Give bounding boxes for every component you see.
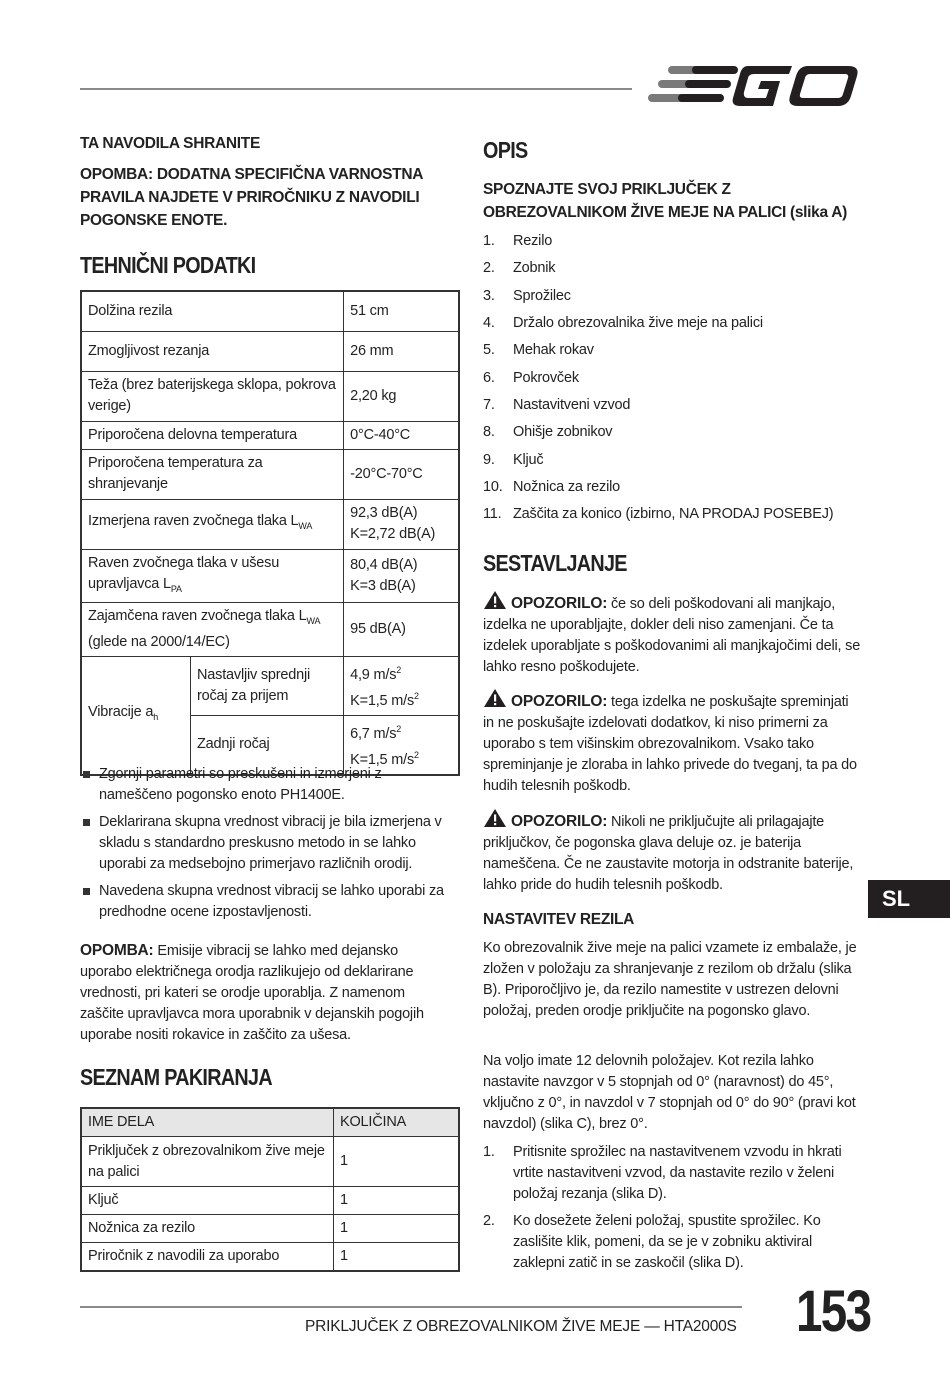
description-heading: OPIS	[483, 137, 528, 163]
tech-data-table	[80, 290, 460, 776]
footer-title: PRIKLJUČEK Z OBREZOVALNIKOM ŽIVE MEJE — HTA2000S	[305, 1318, 737, 1335]
warning-icon	[483, 590, 507, 610]
assembly-heading: SESTAVLJANJE	[483, 550, 627, 576]
warning-1: OPOZORILO: če so deli poškodovani ali manjkajo, izdelka ne uporabljajte, dokler deli niso zamenjani. Če ta izdelek uporabljate s poškodovanimi ali manjkajočimi deli, se lahko resno poškodujete.	[483, 590, 861, 678]
tech-value: 26 mm	[344, 331, 459, 371]
tech-label: Raven zvočnega tlaka v ušesu upravljavca $L_{PA}$	[81, 549, 344, 603]
list-item: Navedena skupna vrednost vibracij se lahko uporabi za predhodne ocene izpostavljenosti.	[80, 881, 455, 923]
list-item: 11. Zaščita za konico (izbirno, NA PRODAJ POSEBEJ)	[483, 506, 834, 523]
part-name: Priročnik z navodili za uporabo	[81, 1243, 333, 1272]
list-item: 3. Sprožilec	[483, 287, 571, 304]
list-item: 2. Zobnik	[483, 260, 556, 277]
warning-3: OPOZORILO: Nikoli ne priključujte ali prilagajajte priključkov, če pogonska glava deluje oz. je baterija nameščena. Če ne zaustavite motorja in odstranite baterije, lahko pride do hudih telesnih poškodb.	[483, 808, 861, 896]
note-top: OPOMBA: DODATNA SPECIFIČNA VARNOSTNA PRAVILA NAJDETE V PRIROČNIKU Z NAVODILI POGONSKE ENOTE.	[80, 166, 423, 229]
blade-paragraph-2: Na voljo imate 12 delovnih položajev. Kot rezila lahko nastavite navzgor v 5 stopnjah od 0° (naravnost) do 45°, vključno z 0°, in navzdol v 7 stopnjah od 0° do 90° (pravi kot navzdol) (slika C), brez 0°.	[483, 1053, 856, 1132]
tech-label: Priporočena delovna temperatura	[81, 421, 344, 449]
tech-value: 80,4 dB(A) K=3 dB(A)	[344, 549, 459, 603]
tech-value: 4,9 $m/s^2$ K=1,5 $m/s^2$	[344, 657, 459, 716]
list-item: 9. Ključ	[483, 451, 544, 468]
tech-value: 0°C-40°C	[344, 421, 459, 449]
part-qty: 1	[333, 1243, 459, 1272]
list-item: 10. Nožnica za rezilo	[483, 478, 621, 495]
tech-label: Zmogljivost rezanja	[81, 331, 344, 371]
header-rule	[80, 88, 632, 90]
keep-instructions-heading: TA NAVODILA SHRANITE	[80, 135, 260, 152]
vibration-label: Vibracije $a_h$	[81, 657, 191, 775]
warning-icon	[483, 808, 507, 828]
vibration-note: OPOMBA: Emisije vibracij se lahko med dejansko uporabo električnega orodja razlikujejo od deklarirane vrednosti, pri kateri se orodje uporablja. Z namenom zaščite upravljavca mora uporabnik v dejanskih pogojih uporabe nositi rokavice in zaščito za ušesa.	[80, 942, 424, 1043]
table-row	[81, 1215, 459, 1243]
packing-list-heading: SEZNAM PAKIRANJA	[80, 1064, 272, 1090]
part-qty: 1	[333, 1215, 459, 1243]
table-row	[81, 1137, 459, 1187]
list-item: 6. Pokrovček	[483, 369, 579, 386]
tech-label: Teža (brez baterijskega sklopa, pokrova verige)	[81, 371, 344, 421]
tech-label: Izmerjena raven zvočnega tlaka $L_{WA}$	[81, 499, 344, 549]
list-item: 2. Ko dosežete želeni položaj, spustite sprožilec. Ko zaslišite klik, pomeni, da se je v zobniku aktiviral zaklepni zatič in se zaskočil (slika D).	[483, 1213, 821, 1271]
part-qty: 1	[333, 1137, 459, 1187]
page-number: 153	[796, 1279, 871, 1344]
tech-label: Nastavljiv sprednji ročaj za prijem	[191, 657, 344, 716]
tech-label: Dolžina rezila	[81, 291, 344, 331]
column-header: KOLIČINA	[333, 1108, 459, 1137]
footer-rule	[80, 1306, 742, 1308]
ego-logo	[648, 60, 862, 117]
table-row	[81, 1187, 459, 1215]
tech-value: 95 dB(A)	[344, 603, 459, 657]
language-tab: SL	[868, 880, 950, 918]
tech-value: 2,20 kg	[344, 371, 459, 421]
blade-paragraph-1: Ko obrezovalnik žive meje na palici vzamete iz embalaže, je zložen v položaju za shranjevanje z rezilom ob držalu (slika B). Priporočljivo je, da rezilo namestite v ustrezen delovni položaj, preden orodje priključite na pogonsko glavo.	[483, 940, 857, 1019]
tech-label: Priporočena temperatura za shranjevanje	[81, 449, 344, 499]
tech-value: 6,7 $m/s^2$ K=1,5 $m/s^2$	[344, 715, 459, 774]
table-row	[81, 1243, 459, 1272]
tech-label: Zadnji ročaj	[191, 715, 344, 774]
tech-data-heading: TEHNIČNI PODATKI	[80, 252, 256, 278]
part-name: Nožnica za rezilo	[81, 1215, 333, 1243]
list-item: 8. Ohišje zobnikov	[483, 424, 613, 441]
parts-list	[483, 228, 873, 528]
list-item: 1. Pritisnite sprožilec na nastavitvenem vzvodu in hkrati vrtite nastavitveni vzvod, da nastavite rezilo v želeni položaj rezanja (slika D).	[483, 1144, 842, 1202]
part-name: Priključek z obrezovalnikom žive meje na palici	[81, 1137, 333, 1187]
tech-value: 92,3 dB(A) K=2,72 dB(A)	[344, 499, 459, 549]
warning-icon	[483, 688, 507, 708]
steps-list	[483, 1142, 858, 1274]
tech-value: -20°C-70°C	[344, 449, 459, 499]
know-your-tool-heading: SPOZNAJTE SVOJ PRIKLJUČEK Z OBREZOVALNIKOM ŽIVE MEJE NA PALICI (slika A)	[483, 181, 847, 221]
warning-2: OPOZORILO: tega izdelka ne poskušajte spreminjati in ne poskušajte izdelovati dodatkov, ki niso primerni za uporabo s tem višinskim obrezovalnikom. Vsako tako spreminjanje je zloraba in lahko privede do tveganj, ta pa do hudih telesnih poškodb.	[483, 688, 861, 797]
list-item: Zgornji parametri so preskušeni in izmerjeni z nameščeno pogonsko enoto PH1400E.	[80, 764, 455, 806]
tech-label: Zajamčena raven zvočnega tlaka $L_{WA}$ (glede na 2000/14/EC)	[81, 603, 344, 657]
tech-value: 51 cm	[344, 291, 459, 331]
list-item: Deklarirana skupna vrednost vibracij je bila izmerjena v skladu s standardno preskusno metodo in se lahko uporabi za medsebojno primerjavo različnih orodij.	[80, 812, 455, 875]
column-header: IME DELA	[81, 1108, 333, 1137]
packing-table	[80, 1107, 460, 1272]
list-item: 5. Mehak rokav	[483, 342, 594, 359]
blade-adjust-heading: NASTAVITEV REZILA	[483, 911, 635, 928]
list-item: 4. Držalo obrezovalnika žive meje na palici	[483, 315, 763, 332]
part-qty: 1	[333, 1187, 459, 1215]
list-item: 1. Rezilo	[483, 233, 553, 250]
list-item: 7. Nastavitveni vzvod	[483, 396, 631, 413]
part-name: Ključ	[81, 1187, 333, 1215]
tech-notes-list	[80, 764, 455, 929]
